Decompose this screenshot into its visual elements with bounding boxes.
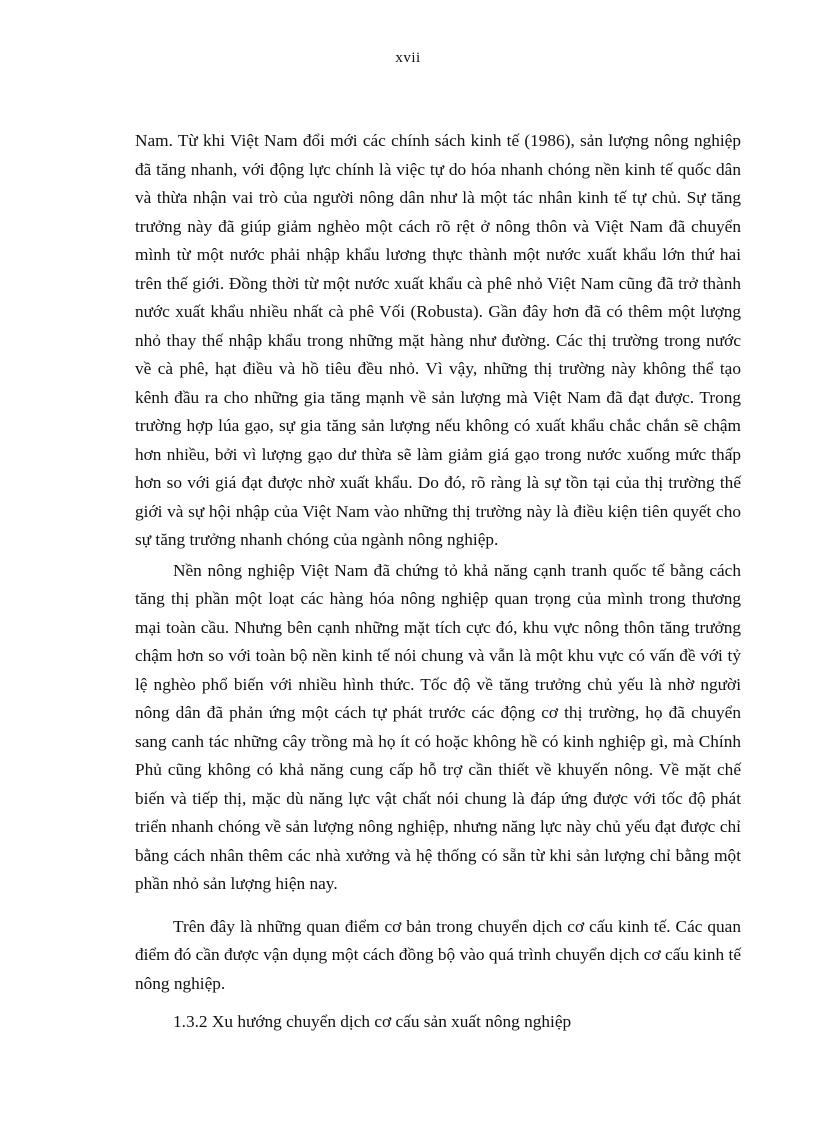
paragraph-continued: Nam. Từ khi Việt Nam đổi mới các chính sách kinh tế (1986), sản lượng nông nghiệp đã tăng nhanh, với động lực chính là việc tự do hóa nhanh chóng nền kinh tế quốc dân và thừa nhận vai trò của người nông dân như là một tác nhân kinh tế tự chủ. Sự tăng trưởng này đã giúp giảm nghèo một cách rõ rệt ở nông thôn và Việt Nam đã chuyển mình từ một nước phải nhập khẩu lương thực thành một nước xuất khẩu lớn thứ hai trên thế giới. Đồng thời từ một nước xuất khẩu cà phê nhỏ Việt Nam cũng đã trở thành nước xuất khẩu nhiều nhất cà phê Vối (Robusta). Gần đây hơn đã có thêm một lượng nhỏ thay thế nhập khẩu trong những mặt hàng như đường. Các thị trường trong nước về cà phê, hạt điều và hồ tiêu đều nhỏ. Vì vậy, những thị trường này không thể tạo kênh đầu ra cho những gia tăng mạnh về sản lượng mà Việt Nam đã đạt được. Trong trường hợp lúa gạo, sự gia tăng sản lượng nếu không có xuất khẩu chắc chắn sẽ chậm hơn nhiều, bởi vì lượng gạo dư thừa sẽ làm giảm giá gạo trong nước xuống mức thấp hơn so với giá đạt được nhờ xuất khẩu. Do đó, rõ ràng là sự tồn tại của thị trường thế giới và sự hội nhập của Việt Nam vào những thị trường này là điều kiện tiên quyết cho sự tăng trưởng nhanh chóng của ngành nông nghiệp. <box>135 131 741 549</box>
page-number: xvii <box>395 50 421 66</box>
paragraph-competitiveness: Nền nông nghiệp Việt Nam đã chứng tỏ khả năng cạnh tranh quốc tế bằng cách tăng thị phần một loạt các hàng hóa nông nghiệp quan trọng của mình trong thương mại toàn cầu. Nhưng bên cạnh những mặt tích cực đó, khu vực nông thôn tăng trưởng chậm hơn so với toàn bộ nền kinh tế nói chung và vẫn là một khu vực có vấn đề với tỷ lệ nghèo phổ biến với nhiều hình thức. Tốc độ về tăng trưởng chủ yếu là nhờ người nông dân đã phản ứng một cách tự phát trước các động cơ thị trường, họ đã chuyển sang canh tác những cây trồng mà họ ít có hoặc không hề có kinh nghiệp gì, mà Chính Phủ cũng không có khả năng cung cấp hỗ trợ cần thiết về khuyến nông. Về mặt chế biến và tiếp thị, mặc dù năng lực vật chất nói chung là đáp ứng được với tốc độ phát triển nhanh chóng về sản lượng nông nghiệp, nhưng năng lực này chủ yếu đạt được chỉ bằng cách nhân thêm các nhà xưởng và hệ thống có sẵn từ khi sản lượng chỉ bằng một phần nhỏ sản lượng hiện nay. <box>135 560 741 893</box>
paragraph-summary: Trên đây là những quan điểm cơ bản trong chuyển dịch cơ cấu kinh tế. Các quan điểm đó cần được vận dụng một cách đồng bộ vào quá trình chuyển dịch cơ cấu kinh tế nông nghiệp. <box>135 916 741 993</box>
section-heading: 1.3.2 Xu hướng chuyển dịch cơ cấu sản xuất nông nghiệp <box>173 1012 572 1031</box>
document-body <box>135 127 741 1037</box>
